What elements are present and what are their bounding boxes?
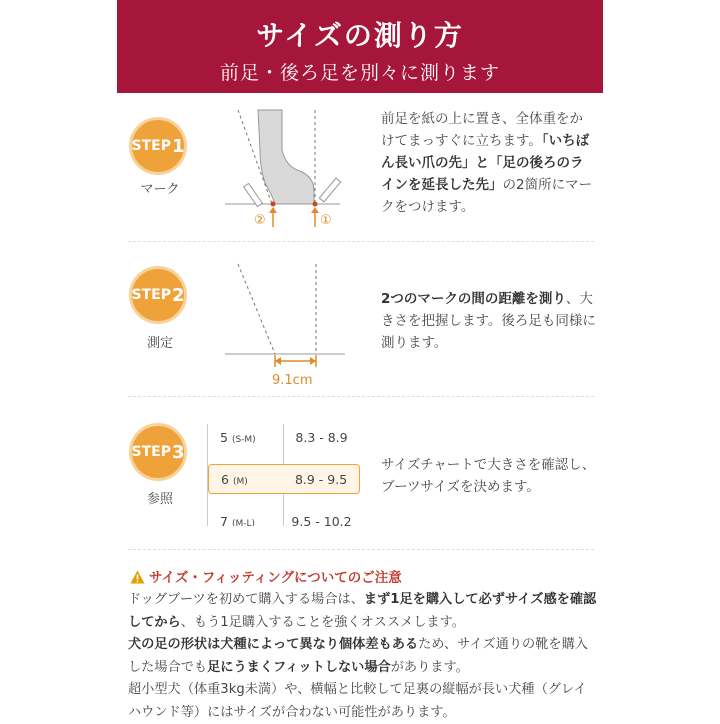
step1-badge [129, 117, 187, 175]
size-range: 8.3 - 8.9 [295, 429, 348, 445]
step1-badge-word: STEP [131, 138, 171, 154]
step3-badge-word: STEP [131, 444, 171, 460]
pen-right [319, 178, 340, 202]
marker-1: ① [320, 213, 332, 228]
caution-paragraph-1: ドッグブーツを初めて購入する場合は、まず1足を購入して必ずサイズ感を確認してから、もう1足購入することを強くオススメします。 [128, 592, 597, 630]
step1-paw-illustration [220, 105, 355, 230]
size-chart [207, 424, 360, 526]
header-banner [117, 0, 603, 93]
step1-text-seg3: の2箇所にマークをつけます。 [381, 177, 593, 215]
size-chart-row [208, 424, 360, 450]
step2-badge [129, 266, 187, 324]
size-range: 9.5 - 10.2 [291, 513, 352, 526]
caution-body [128, 589, 598, 724]
step1-text [381, 108, 596, 218]
step3-text [381, 454, 596, 498]
size-range: 8.9 - 9.5 [294, 471, 348, 487]
size-chart-row-highlighted [208, 464, 360, 494]
step1-text-seg2: 「いちばん長い爪の先」と「足の後ろのラインを延長した先」 [381, 133, 590, 193]
step2-badge-word: STEP [131, 287, 171, 303]
step1-text-seg1: 前足を紙の上に置き、全体重をかけてまっすぐに立ちます。 [381, 111, 583, 149]
step2-text-seg1: 2つのマークの間の距離を測り [381, 291, 566, 307]
page-subtitle: 前足・後ろ足を別々に測ります [219, 62, 500, 84]
rear-guide-line [238, 264, 275, 354]
size-value: 5 [220, 429, 228, 445]
caution-title: サイズ・フィッティングについてのご注意 [149, 570, 402, 586]
step3-text-seg1: サイズチャートで大きさを確認し、ブーツサイズを決めます。 [381, 457, 596, 495]
step3-badge-num: 3 [171, 441, 185, 463]
caution-heading [130, 566, 402, 586]
page-title: サイズの測り方 [256, 19, 464, 52]
measurement-value: 9.1cm [272, 373, 313, 388]
step2-measure-illustration [220, 262, 355, 387]
size-value: 6 [221, 471, 229, 487]
size-sub: (S-M) [231, 434, 256, 445]
caution-paragraph-2: 犬の足の形状は犬種によって異なり個体差もあるため、サイズ通りの靴を購入した場合でも足にうまくフィットしない場合があります。 [128, 637, 588, 675]
size-chart-row [208, 508, 360, 526]
step2-text-seg2: 、大きさを把握します。後ろ足も同様に測ります。 [381, 291, 596, 351]
divider-3 [128, 549, 594, 550]
step3-label: 参照 [146, 492, 173, 507]
size-sub: (M-L) [231, 518, 255, 526]
warning-icon [130, 570, 145, 584]
mark-rear [271, 202, 276, 207]
step1-badge-num: 1 [171, 135, 185, 157]
mark-front [313, 202, 318, 207]
caution-paragraph-3: 超小型犬（体重3kg未満）や、横幅と比較して足裏の縦幅が長い犬種（グレイハウンド等）にはサイズが合わない可能性があります。 [128, 682, 587, 720]
divider-2 [128, 396, 594, 397]
divider-1 [128, 241, 594, 242]
step1-label: マーク [140, 182, 180, 197]
step2-text [381, 288, 596, 354]
size-sub: (M) [232, 476, 248, 487]
size-value: 7 [220, 513, 228, 526]
pen-left [244, 183, 263, 206]
marker-2: ② [254, 213, 266, 228]
step3-badge [129, 423, 187, 481]
step2-badge-num: 2 [171, 284, 185, 306]
step2-label: 測定 [146, 336, 173, 351]
